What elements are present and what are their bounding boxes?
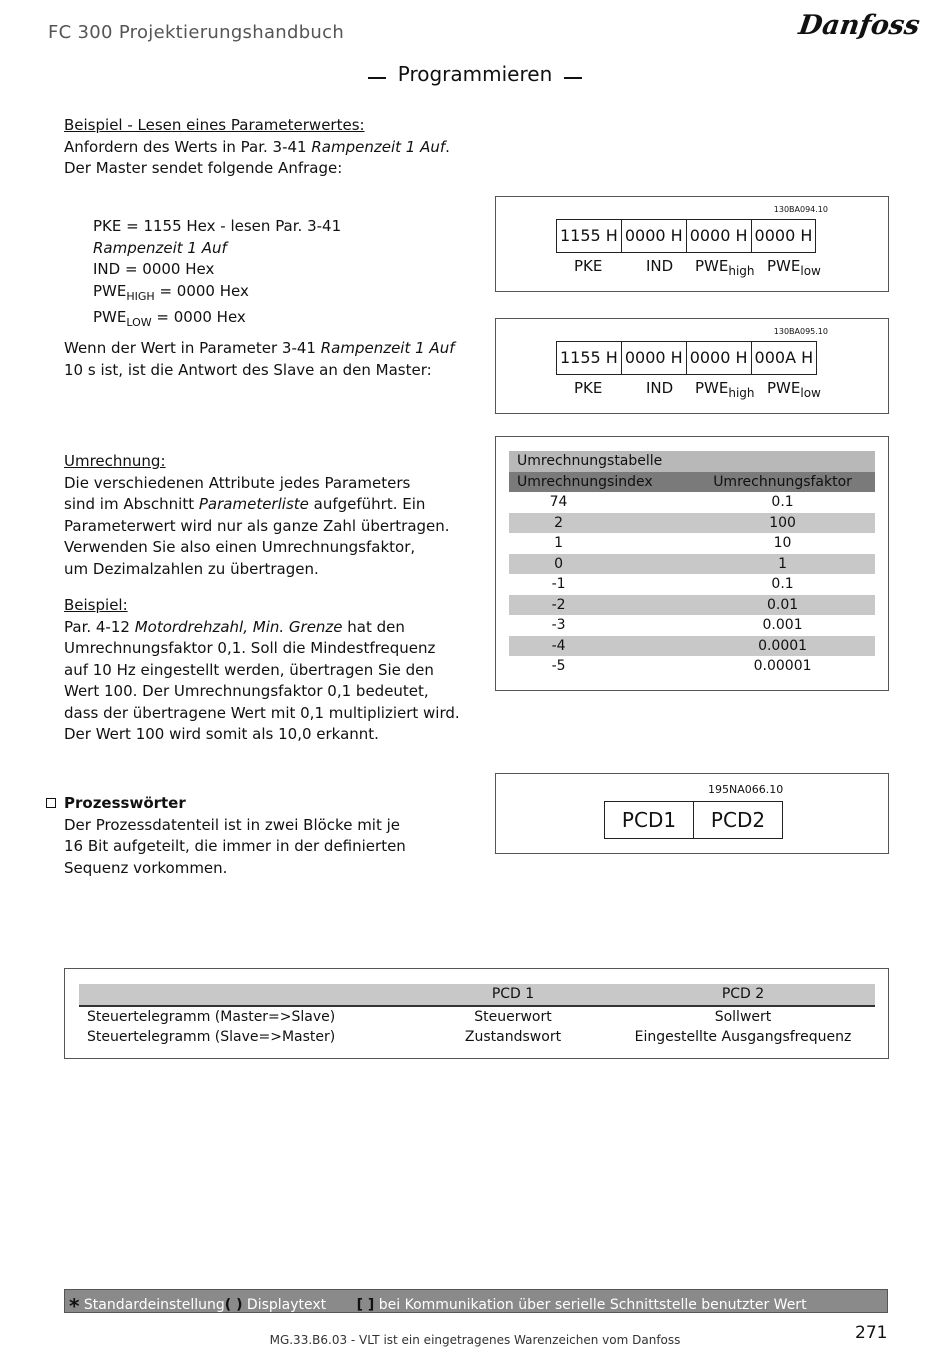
table-row: [509, 615, 875, 636]
factor-cell: 10: [773, 535, 792, 552]
bullet-square-icon: [46, 798, 56, 808]
section-title: Programmieren: [0, 62, 950, 86]
index-cell: -1: [551, 576, 566, 593]
index-cell: 1: [554, 535, 564, 552]
trademark-line: MG.33.B6.03 - VLT ist ein eingetragenes Warenzeichen vom Danfoss: [269, 1333, 681, 1347]
diagram-code: 130BA095.10: [773, 327, 828, 336]
table-header-row: [509, 472, 875, 493]
star-icon: *: [69, 1294, 80, 1318]
conversion-example-text: Beispiel: Par. 4-12 Motordrehzahl, Min. Grenze hat den Umrechnungsfaktor 0,1. Soll die Mindestfrequenz auf 10 Hz eingestellt werden, übertragen Sie den Wert 100. Der Umrechnungsfaktor 0,1 bedeutet, dass der übertragene Wert mit 0,1 multipliziert wird. Der Wert 100 wird somit als 10,0 erkannt.: [64, 596, 460, 743]
pwe-high-field: 0000 H: [687, 220, 752, 252]
process-words-text: Prozesswörter Der Prozessdatenteil ist in zwei Blöcke mit je 16 Bit aufgeteilt, die immer in der definierten Sequenz vorkommen.: [46, 793, 406, 879]
factor-cell: 0.1: [771, 494, 794, 511]
pke-label: PKE: [574, 257, 603, 275]
factor-cell: 0.1: [771, 576, 794, 593]
legend-bar: [64, 1289, 888, 1318]
read-example-text: [64, 115, 450, 180]
table-row: [509, 656, 875, 677]
read-example-line1: Anfordern des Werts in Par. 3-41 Rampenzeit 1 Auf.: [64, 137, 450, 156]
ind-label: IND: [646, 257, 674, 275]
svg-text:Danfoss: Danfoss: [796, 10, 922, 41]
telegram-response-diagram: [495, 318, 889, 414]
pwe-low-label: $PWE_{low}$: [767, 257, 821, 278]
factor-cell: 100: [690, 513, 875, 534]
conversion-heading: Umrechnung:: [64, 452, 166, 470]
index-cell: 0: [509, 554, 690, 575]
column-header: Umrechnungsindex: [509, 472, 690, 493]
conversion-example-heading: Beispiel:: [64, 596, 128, 614]
request-values: [93, 216, 341, 334]
factor-cell: 0.00001: [753, 658, 812, 675]
legend-bracket-symbol: [ ]: [356, 1297, 375, 1313]
request-pke-param: Rampenzeit 1 Auf: [93, 238, 227, 257]
column-header: PCD 2: [721, 986, 765, 1003]
table-row: [509, 595, 875, 616]
conversion-table-box: [495, 436, 889, 691]
legend-serial: bei Kommunikation über serielle Schnittstelle benutzter Wert: [378, 1297, 807, 1313]
table-caption: Umrechnungstabelle: [509, 451, 875, 472]
index-cell: -5: [551, 658, 566, 675]
pke-field: 1155 H: [557, 220, 622, 252]
table-row: [509, 533, 875, 554]
telegram-fields: [556, 341, 817, 375]
index-cell: -4: [509, 636, 690, 657]
factor-cell: 0.01: [690, 595, 875, 616]
read-example-line2: Der Master sendet folgende Anfrage:: [64, 159, 343, 177]
pcd-blocks: [604, 801, 783, 839]
factor-cell: 1: [690, 554, 875, 575]
index-cell: 2: [509, 513, 690, 534]
danfoss-logo: [796, 4, 922, 44]
legend-display: Displaytext: [246, 1297, 327, 1313]
ind-field: 0000 H: [622, 220, 687, 252]
table-row: [509, 492, 875, 513]
document-title: FC 300 Projektierungshandbuch: [48, 22, 345, 43]
legend-default: Standardeinstellung: [83, 1297, 225, 1313]
pcd2-block: PCD2: [710, 808, 766, 832]
table-caption-row: [509, 451, 875, 472]
index-cell: 74: [549, 494, 568, 511]
factor-cell: 0.001: [762, 617, 803, 634]
read-example-heading: Beispiel - Lesen eines Parameterwertes:: [64, 116, 365, 134]
ind-field: 0000 H: [622, 342, 687, 374]
diagram-code: 130BA094.10: [773, 205, 828, 214]
column-header: PCD 1: [491, 986, 535, 1003]
pwe-low-field: 0000 H: [754, 226, 813, 245]
pcd1-block: PCD1: [605, 802, 694, 838]
pwe-low-label: $PWE_{low}$: [767, 379, 821, 400]
request-ind: IND = 0000 Hex: [93, 260, 215, 278]
pwe-high-field: 0000 H: [687, 342, 752, 374]
pwe-low-field: 000A H: [754, 348, 814, 367]
table-header-row: [79, 984, 875, 1006]
table-row: [509, 574, 875, 595]
table-row: [509, 513, 875, 534]
pcd-table-box: [64, 968, 889, 1059]
factor-cell: 0.0001: [690, 636, 875, 657]
pwe-high-label: $PWE_{high}$: [695, 257, 755, 278]
index-cell: -3: [551, 617, 566, 634]
pcd-table: [79, 984, 875, 1048]
pke-field: 1155 H: [557, 342, 622, 374]
pcd-diagram: [495, 773, 889, 854]
table-row: Steuertelegramm (Master=>Slave) Steuerwort Sollwert: [87, 1008, 772, 1025]
conversion-text: Umrechnung: Die verschiedenen Attribute jedes Parameters sind im Abschnitt Parameterliste aufgeführt. Ein Parameterwert wird nur als ganze Zahl übertragen. Verwenden Sie also einen Umrechnungsfaktor, um Dezimalzahlen zu übertragen.: [64, 452, 450, 578]
pwe-high-label: $PWE_{high}$: [695, 379, 755, 400]
table-row: [509, 554, 875, 575]
slave-answer-text: Wenn der Wert in Parameter 3-41 Rampenzeit 1 Auf 10 s ist, ist die Antwort des Slave an den Master:: [64, 339, 455, 379]
page-number: 271: [855, 1323, 888, 1343]
telegram-request-diagram: [495, 196, 889, 292]
telegram-fields: [556, 219, 816, 253]
ind-label: IND: [646, 379, 674, 397]
index-cell: -2: [509, 595, 690, 616]
request-pwe-high: $PWE_{HIGH} = 0000$ Hex: [93, 281, 249, 303]
table-row: Steuertelegramm (Slave=>Master) Zustandswort Eingestellte Ausgangsfrequenz: [87, 1029, 852, 1046]
column-header: Umrechnungsfaktor: [690, 472, 875, 493]
table-row: [509, 636, 875, 657]
legend-paren-symbol: ( ): [224, 1297, 243, 1313]
process-words-heading: Prozesswörter: [64, 794, 186, 812]
request-pke: PKE = 1155 Hex - lesen Par. 3-41: [93, 217, 342, 235]
diagram-code: 195NA066.10: [708, 783, 784, 796]
pke-label: PKE: [574, 379, 603, 397]
request-pwe-low: $PWE_{LOW} = 0000$ Hex: [93, 308, 246, 329]
column-header: [79, 984, 415, 1006]
conversion-table: [509, 451, 875, 677]
